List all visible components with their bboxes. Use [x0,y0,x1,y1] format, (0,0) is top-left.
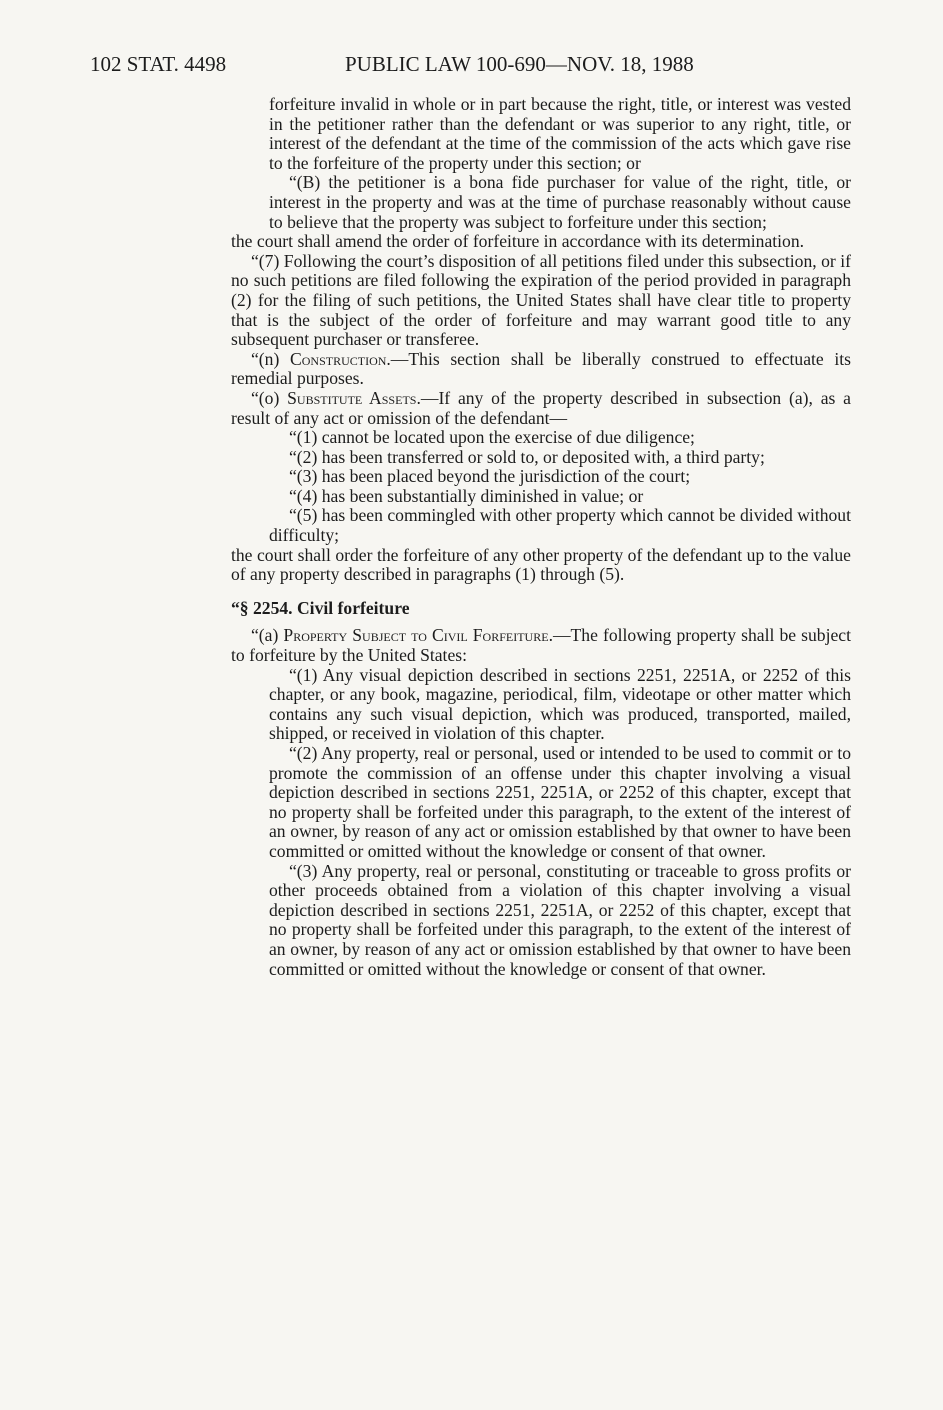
list-item: “(5) has been commingled with other property which cannot be divided without difficulty; [269,505,851,546]
section-heading: “§ 2254. Civil forfeiture [231,597,410,618]
list-item: “(1) cannot be located upon the exercise of due diligence; [289,427,695,448]
subsection-text: .—If any of the property described in subsection (a), as a result of any act or omission of the defendant— [231,387,851,428]
paragraph: “(B) the petitioner is a bona fide purchaser for value of the right, title, or interest in the property and was at the time of purchase reasonably without cause to believe that the property was subject to forfeiture under this section; [269,172,851,232]
subsection-text: .—The following property shall be subject to forfeiture by the United States: [231,625,851,666]
subsection-heading: Substitute Assets [287,387,417,408]
list-item: “(2) Any property, real or personal, used or intended to be used to commit or to promote the commission of an offense under this chapter involving a visual depiction described in sections 2251, 2251A, or 2252 of this chapter, except that no property shall be forfeited under this paragraph, to the extent of the interest of an owner, by reason of any act or omission established by that owner to have been committed or omitted without the knowledge or consent of that owner. [269,743,851,861]
public-law-header: PUBLIC LAW 100-690—NOV. 18, 1988 [345,52,694,76]
subsection-text: .—This section shall be liberally construed to effectuate its remedial purposes. [231,348,851,389]
subsection-n [231,350,851,389]
list-item: “(2) has been transferred or sold to, or deposited with, a third party; [289,446,765,467]
subsection-prefix: “(n) [251,348,290,369]
subsection-o [231,389,851,428]
list-item: “(4) has been substantially diminished in value; or [289,485,644,506]
list-item: “(3) has been placed beyond the jurisdiction of the court; [289,466,691,487]
paragraph: the court shall order the forfeiture of any other property of the defendant up to the value of any property described in paragraphs (1) through (5). [231,544,851,585]
paragraph: “(7) Following the court’s disposition of all petitions filed under this subsection, or if no such petitions are filed following the expiration of the period provided in paragraph (2) for the filing of such petitions, the United States shall have clear title to property that is the subject of the order of forfeiture and may warrant good title to any subsequent purchaser or transferee. [231,250,851,350]
subsection-heading: Construction [290,348,387,369]
paragraph: the court shall amend the order of forfeiture in accordance with its determination. [231,231,805,252]
subsection-heading: Property Subject to Civil Forfeiture [283,625,549,646]
list-item: “(3) Any property, real or personal, constituting or traceable to gross profits or other proceeds obtained from a violation of this chapter involving a visual depiction described in sections 2251, 2251A, or 2252 of this chapter, except that no property shall be forfeited under this paragraph, to the extent of the interest of an owner, by reason of any act or omission established by that owner to have been committed or omitted without the knowledge or consent of that owner. [269,860,851,979]
subsection-prefix: “(a) [251,625,284,646]
subsection-prefix: “(o) [251,387,288,408]
subsection-a [231,626,851,665]
document-body [231,95,851,979]
list-item: “(1) Any visual depiction described in sections 2251, 2251A, or 2252 of this chapter, or any book, magazine, periodical, film, videotape or other matter which contains any such visual depiction, which was produced, transported, mailed, shipped, or received in violation of this chapter. [269,664,851,744]
paragraph: forfeiture invalid in whole or in part because the right, title, or interest was vested in the petitioner rather than the defendant or was superior to any right, title, or interest of the defendant at the time of the commission of the acts which gave rise to the forfeiture of the property under this section; or [269,94,851,173]
statute-citation: 102 STAT. 4498 [90,52,227,76]
